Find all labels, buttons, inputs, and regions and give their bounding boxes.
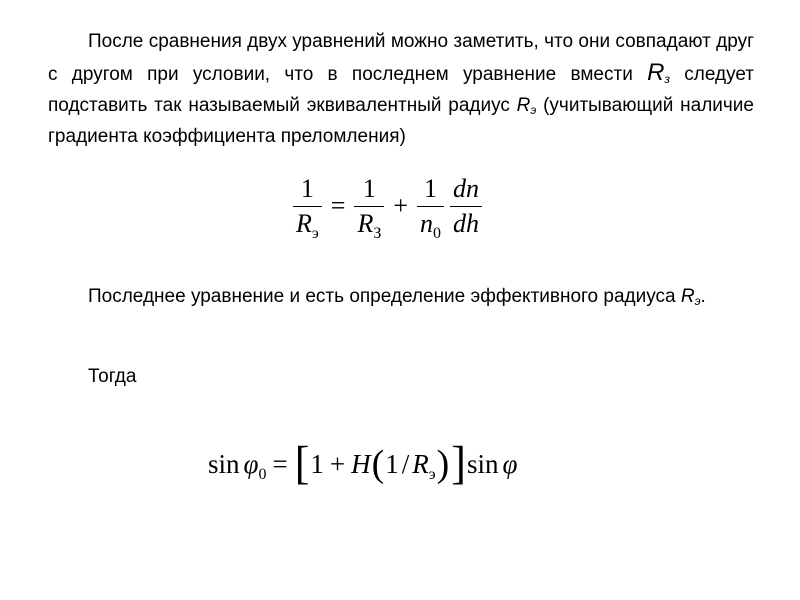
equals-sign: =	[330, 191, 346, 220]
para2-text-a: Последнее уравнение и есть определение эффективного радиуса	[88, 286, 681, 307]
phi-symbol: φ	[502, 448, 518, 479]
symbol-r-z: $R_з$	[647, 59, 670, 86]
one: 1	[310, 448, 324, 479]
fraction-1-over-re: $\frac{1}{R_э}$	[293, 172, 322, 241]
paragraph-definition	[48, 282, 754, 312]
para1-text-b: следует подставить так называемый эквивалентный радиус	[48, 64, 755, 116]
right-bracket: ]	[451, 437, 466, 490]
symbol-r-e: $R_э$	[516, 95, 537, 117]
paragraph-then: Тогда	[88, 366, 137, 387]
right-paren: )	[436, 443, 450, 485]
paragraph-comparison	[48, 26, 754, 152]
sin-function: sin	[208, 448, 240, 479]
left-bracket: [	[294, 437, 310, 490]
left-paren: (	[371, 443, 385, 485]
one: 1	[385, 448, 399, 479]
symbol-r-e: $R_э$	[680, 286, 701, 308]
sine-formula	[208, 436, 517, 492]
para2-text-b: .	[700, 286, 706, 307]
fraction-1-over-rz: $\frac{1}{R_З}$	[354, 172, 384, 241]
r-symbol: $R_э$	[412, 448, 436, 483]
para1-text-a: После сравнения двух уравнений можно заметить, что они совпадают друг с другом при условии, что в последнем уравнение вмести	[48, 31, 754, 85]
slash: /	[401, 448, 410, 479]
fraction-dn-over-dh: $\frac{dn}{dh}$	[450, 172, 482, 241]
phi-symbol: $\varphi_0$	[243, 448, 267, 483]
equals-sign: =	[272, 448, 288, 479]
equivalent-radius-formula	[290, 166, 485, 246]
para1-text-c: (учитывающий наличие градиента коэффициента преломления)	[48, 95, 754, 147]
plus-sign: +	[393, 191, 409, 220]
h-symbol: H	[351, 448, 371, 479]
sin-function: sin	[466, 448, 499, 479]
fraction-1-over-n0: $\frac{1}{n_0}$	[417, 172, 444, 241]
plus-sign: +	[329, 448, 346, 479]
